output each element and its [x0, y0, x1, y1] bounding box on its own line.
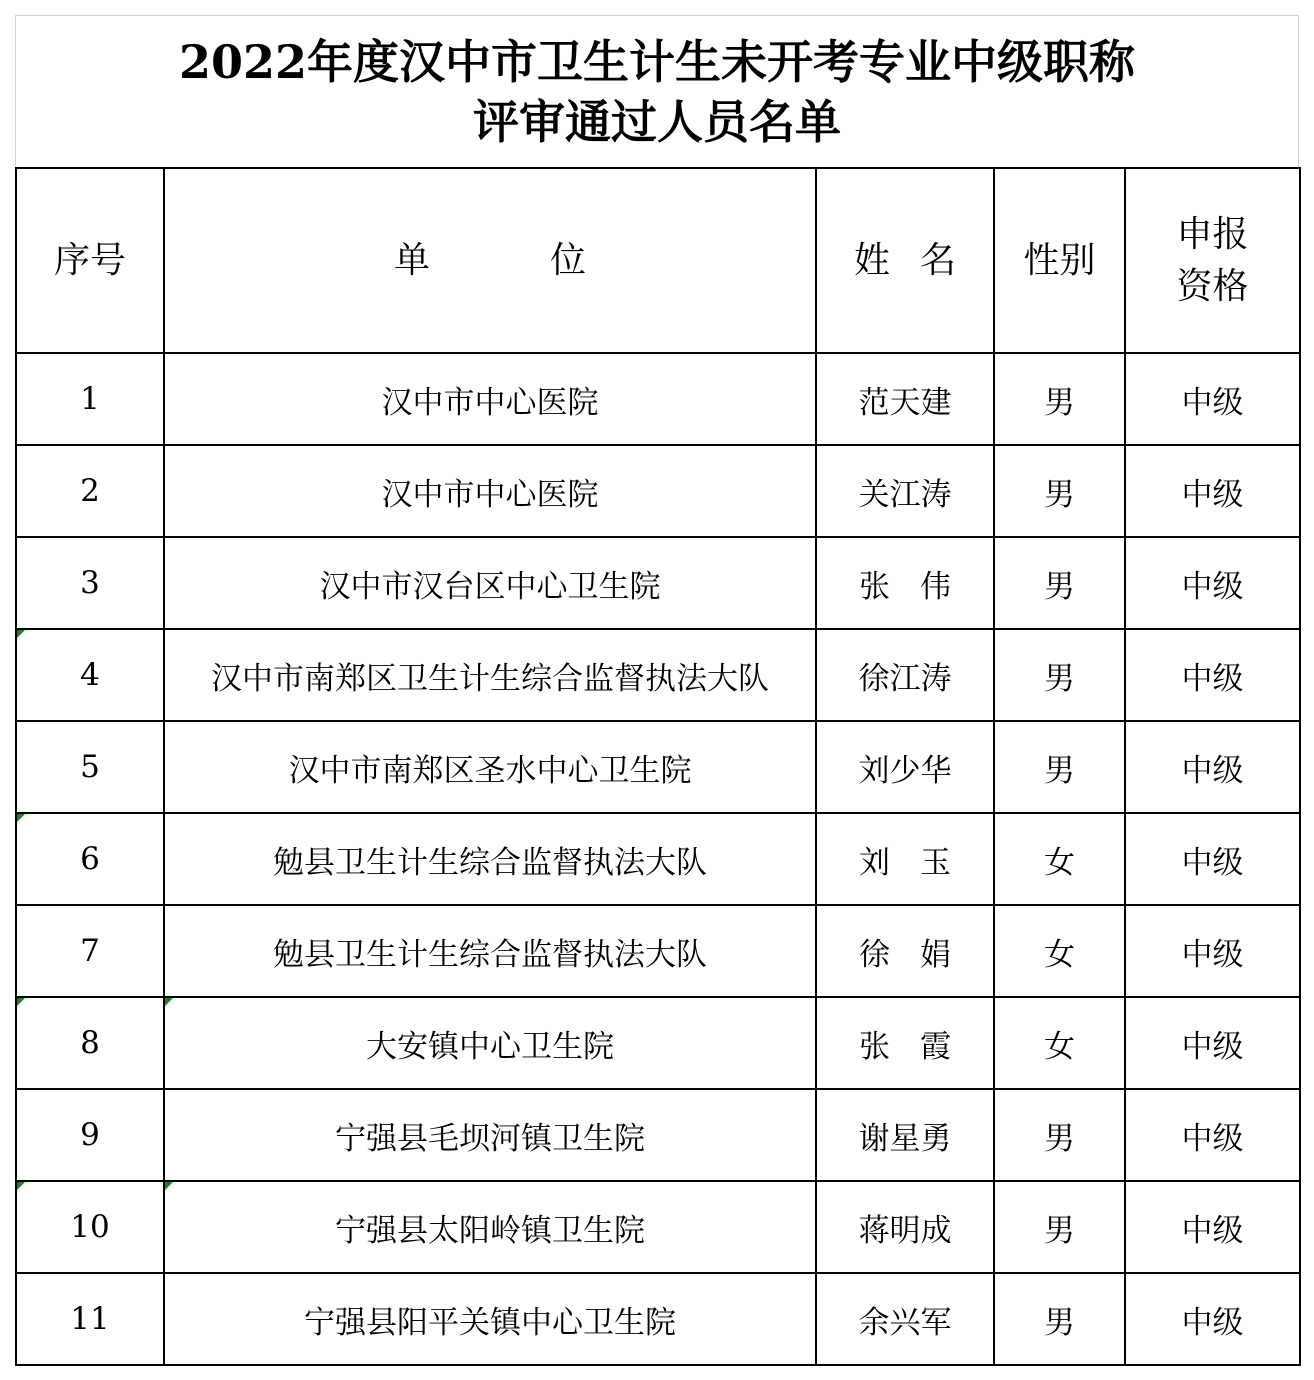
table-row [16, 445, 1300, 537]
cell-index: 10 [16, 1181, 164, 1273]
cell-unit: 汉中市南郑区卫生计生综合监督执法大队 [164, 629, 816, 721]
cell-unit: 宁强县太阳岭镇卫生院 [164, 1181, 816, 1273]
cell-name-label: 刘玉 [859, 844, 981, 881]
header-index: 序号 [16, 168, 164, 353]
cell-qualification: 中级 [1125, 1181, 1300, 1273]
cell-gender: 男 [994, 1181, 1125, 1273]
cell-gender: 男 [994, 537, 1125, 629]
cell-unit: 宁强县毛坝河镇卫生院 [164, 1089, 816, 1181]
cell-index: 1 [16, 353, 164, 445]
table-row [16, 997, 1300, 1089]
cell-unit: 宁强县阳平关镇中心卫生院 [164, 1273, 816, 1365]
cell-name [816, 905, 994, 997]
cell-name: 刘少华 [816, 721, 994, 813]
header-name-label: 姓名 [853, 239, 986, 281]
header-qualification [1125, 168, 1300, 353]
table-row [16, 1089, 1300, 1181]
cell-qualification: 中级 [1125, 721, 1300, 813]
cell-qualification: 中级 [1125, 905, 1300, 997]
cell-name [816, 537, 994, 629]
cell-unit: 勉县卫生计生综合监督执法大队 [164, 813, 816, 905]
cell-unit: 大安镇中心卫生院 [164, 997, 816, 1089]
header-qualification-label: 申报资格 [1176, 213, 1249, 307]
cell-name: 余兴军 [816, 1273, 994, 1365]
cell-name-label: 徐娟 [859, 936, 981, 973]
cell-gender: 男 [994, 1273, 1125, 1365]
cell-name: 关江涛 [816, 445, 994, 537]
cell-name: 谢星勇 [816, 1089, 994, 1181]
cell-unit: 汉中市中心医院 [164, 353, 816, 445]
cell-index: 2 [16, 445, 164, 537]
cell-name-label: 张伟 [859, 568, 981, 605]
cell-gender: 男 [994, 629, 1125, 721]
cell-unit: 汉中市中心医院 [164, 445, 816, 537]
title-line-1: 2022年度汉中市卫生计生未开考专业中级职称 [178, 34, 1136, 89]
page-title [15, 15, 1299, 167]
cell-qualification: 中级 [1125, 1273, 1300, 1365]
roster-table [15, 167, 1301, 1366]
cell-index: 7 [16, 905, 164, 997]
cell-index: 6 [16, 813, 164, 905]
document-sheet [15, 15, 1299, 1365]
table-row [16, 537, 1300, 629]
cell-unit: 汉中市汉台区中心卫生院 [164, 537, 816, 629]
cell-gender: 男 [994, 445, 1125, 537]
cell-gender: 女 [994, 813, 1125, 905]
cell-name [816, 997, 994, 1089]
header-unit [164, 168, 816, 353]
cell-qualification: 中级 [1125, 537, 1300, 629]
cell-name: 蒋明成 [816, 1181, 994, 1273]
cell-index: 4 [16, 629, 164, 721]
header-gender: 性别 [994, 168, 1125, 353]
cell-index: 9 [16, 1089, 164, 1181]
cell-gender: 男 [994, 721, 1125, 813]
cell-name: 徐江涛 [816, 629, 994, 721]
table-row [16, 1273, 1300, 1365]
table-row [16, 353, 1300, 445]
cell-unit: 汉中市南郑区圣水中心卫生院 [164, 721, 816, 813]
cell-name-label: 张霞 [859, 1028, 981, 1065]
cell-qualification: 中级 [1125, 997, 1300, 1089]
cell-index: 8 [16, 997, 164, 1089]
cell-qualification: 中级 [1125, 1089, 1300, 1181]
cell-gender: 男 [994, 1089, 1125, 1181]
table-row [16, 813, 1300, 905]
cell-unit: 勉县卫生计生综合监督执法大队 [164, 905, 816, 997]
cell-name [816, 813, 994, 905]
cell-qualification: 中级 [1125, 445, 1300, 537]
title-line-2: 评审通过人员名单 [473, 94, 841, 149]
cell-gender: 女 [994, 905, 1125, 997]
table-row [16, 721, 1300, 813]
cell-index: 5 [16, 721, 164, 813]
table-row [16, 1181, 1300, 1273]
cell-qualification: 中级 [1125, 629, 1300, 721]
cell-qualification: 中级 [1125, 813, 1300, 905]
header-row [16, 168, 1300, 353]
header-name [816, 168, 994, 353]
table-row [16, 905, 1300, 997]
table-row [16, 629, 1300, 721]
cell-name: 范天建 [816, 353, 994, 445]
cell-qualification: 中级 [1125, 353, 1300, 445]
cell-gender: 女 [994, 997, 1125, 1089]
cell-gender: 男 [994, 353, 1125, 445]
cell-index: 11 [16, 1273, 164, 1365]
header-unit-label: 单位 [393, 239, 706, 281]
cell-index: 3 [16, 537, 164, 629]
